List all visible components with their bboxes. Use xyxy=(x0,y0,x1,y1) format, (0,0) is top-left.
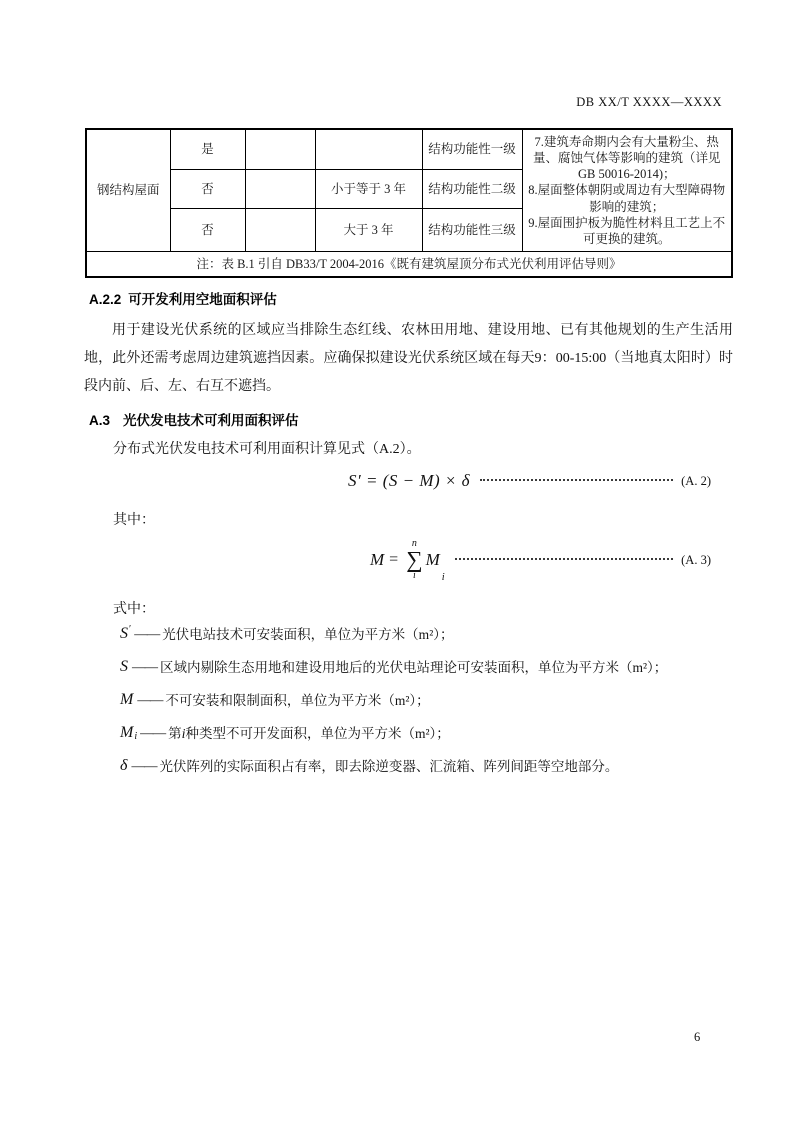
section-title: 光伏发电技术可利用面积评估 xyxy=(123,413,299,428)
section-number: A.3 xyxy=(89,413,111,428)
sigma-icon: ∑ xyxy=(406,547,423,573)
formula-a3 xyxy=(85,531,731,589)
definition-row xyxy=(120,617,732,650)
symbol-definitions-list xyxy=(120,617,732,782)
table-cell xyxy=(315,129,422,170)
formula-a3-lhs: M xyxy=(370,550,385,569)
table-note-row xyxy=(86,252,732,278)
section-heading-a22 xyxy=(89,288,277,308)
section-heading-a3 xyxy=(89,409,299,429)
formula-spacer xyxy=(85,560,370,561)
definition-row xyxy=(120,716,732,749)
definition-text: 区域内剔除生态用地和建设用地后的光伏电站理论可安装面积，单位为平方米（m²）； xyxy=(160,660,668,675)
table-cell: 结构功能性一级 xyxy=(422,129,522,170)
table-cell: 否 xyxy=(170,209,245,252)
table-cell: 结构功能性三级 xyxy=(422,209,522,252)
sum-upper-limit: n xyxy=(411,538,417,550)
page-header-standard-number: DB XX/T XXXX—XXXX xyxy=(576,95,722,109)
symbol-prime: ′ xyxy=(129,624,132,635)
dotted-leader xyxy=(480,479,673,481)
formula-a2 xyxy=(85,464,731,498)
note-item: 7.建筑寿命期内会有大量粉尘、热量、腐蚀气体等影响的建筑（详见 GB 50016-2014)； xyxy=(532,134,721,182)
section-number: A.2.2 xyxy=(89,292,122,307)
definition-text: 光伏阵列的实际面积占有率，即去除逆变器、汇流箱、阵列间距等空地部分。 xyxy=(159,759,619,774)
table-cell: 小于等于 3 年 xyxy=(315,170,422,209)
body-paragraph: 用于建设光伏系统的区域应当排除生态红线、农林田用地、建设用地、已有其他规划的生产生活用地，此外还需考虑周边建筑遮挡因素。应确保拟建设光伏系统区域在每天9：00-15:00（当地真太阳时）时段内前、后、左、右互不遮挡。 xyxy=(84,323,733,394)
table-cell xyxy=(245,170,315,209)
row-label-cell: 钢结构屋面 xyxy=(86,129,170,252)
definition-dash: —— xyxy=(132,658,157,674)
symbol: δ xyxy=(120,756,128,774)
summation-symbol xyxy=(406,539,422,581)
note-item: 9.屋面围护板为脆性材料且工艺上不可更换的建筑。 xyxy=(528,215,726,247)
sum-lower-limit: i xyxy=(413,569,416,581)
table-cell: 否 xyxy=(170,170,245,209)
symbol: S xyxy=(120,624,128,642)
table-cell xyxy=(245,209,315,252)
definition-dash: —— xyxy=(131,757,157,773)
roof-assessment-table xyxy=(85,128,733,278)
definition-dash: —— xyxy=(134,625,160,641)
formula-a3-term-subscript: i xyxy=(441,572,445,583)
formula-a2-label: (A. 2) xyxy=(681,473,711,488)
page-number: 6 xyxy=(694,1030,701,1044)
equals-sign: = xyxy=(389,551,399,568)
table-cell: 结构功能性二级 xyxy=(422,170,522,209)
symbol: S xyxy=(120,657,128,675)
formula-a2-expression: S′ = (S − M) × δ xyxy=(348,471,471,490)
definition-row xyxy=(120,650,732,683)
table-cell: 是 xyxy=(170,129,245,170)
formula-spacer xyxy=(85,481,348,482)
table-cell: 大于 3 年 xyxy=(315,209,422,252)
definition-text: 不可安装和限制面积，单位为平方米（m²）； xyxy=(165,693,430,708)
definition-text: 第i种类型不可开发面积，单位为平方米（m²）； xyxy=(168,726,450,742)
formula-a3-term: M xyxy=(425,550,440,569)
symbol: M xyxy=(120,723,134,741)
formula-intro-text: 分布式光伏发电技术可利用面积计算见式（A.2）。 xyxy=(113,442,421,457)
table-cell xyxy=(245,129,315,170)
section-title: 可开发利用空地面积评估 xyxy=(128,292,277,307)
definition-row xyxy=(120,683,732,716)
symbols-label: 式中： xyxy=(113,602,155,617)
definition-dash: —— xyxy=(140,724,166,740)
dotted-leader xyxy=(455,558,673,560)
where-label: 其中： xyxy=(113,513,155,528)
table-row xyxy=(86,129,732,170)
definition-row xyxy=(120,749,732,782)
definition-text: 光伏电站技术可安装面积，单位为平方米（m²）； xyxy=(162,627,454,642)
note-item: 8.屋面整体朝阴或周边有大型障碍物影响的建筑； xyxy=(528,183,726,214)
symbol: M xyxy=(120,690,134,708)
table-source-note: 注：表 B.1 引自 DB33/T 2004-2016《既有建筑屋顶分布式光伏利用评估导则》 xyxy=(86,252,732,278)
symbol-subscript: i xyxy=(134,731,138,742)
notes-cell xyxy=(522,129,732,252)
formula-a3-label: (A. 3) xyxy=(681,552,711,567)
definition-dash: —— xyxy=(137,691,163,707)
